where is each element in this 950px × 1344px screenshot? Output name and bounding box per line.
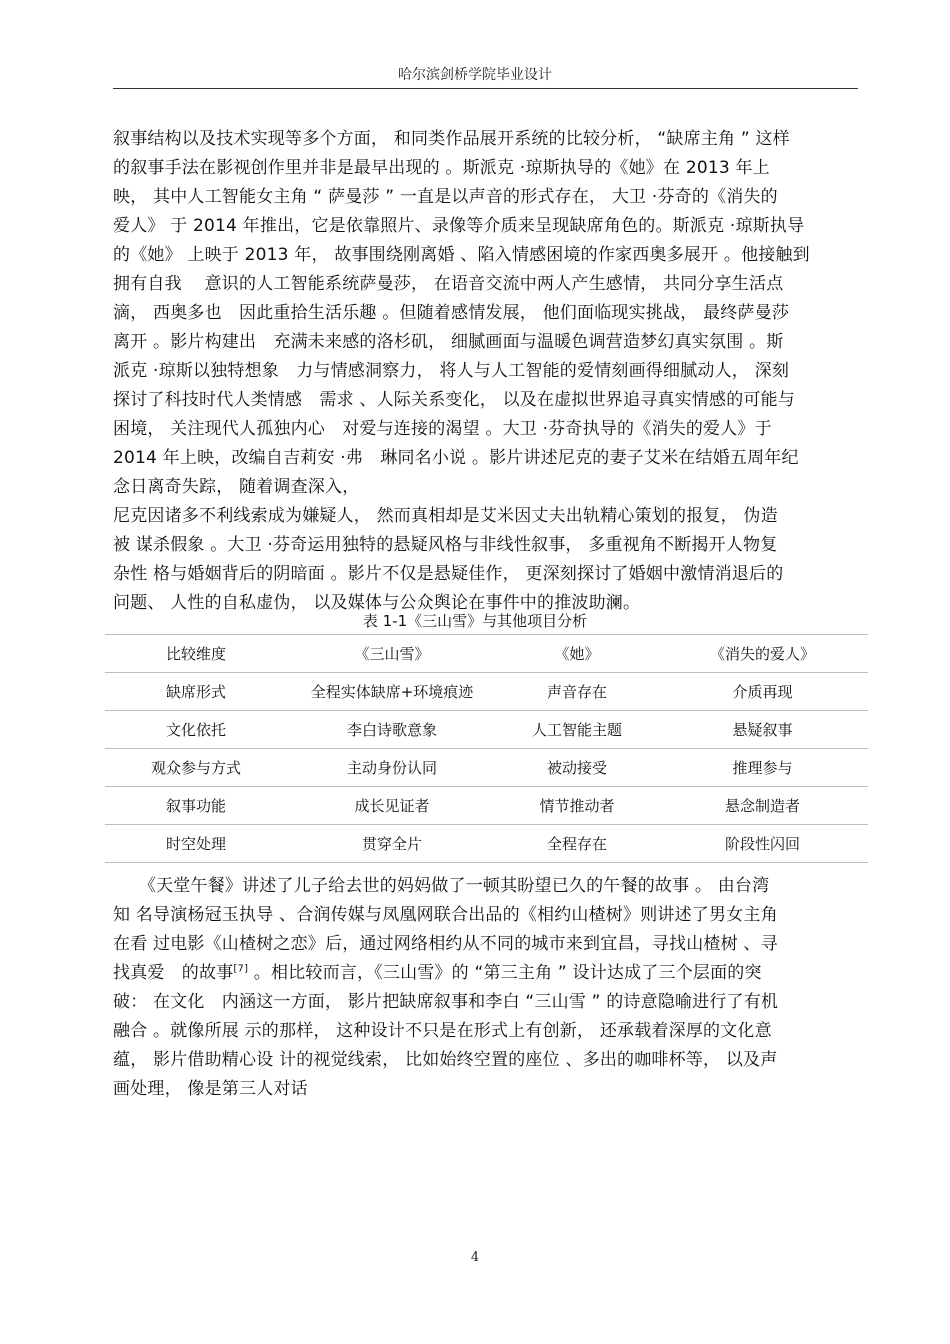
paragraph-line-with-citation: [113, 959, 871, 988]
paragraph-line: 破： 在文化 内涵这一方面， 影片把缺席叙事和李白 “三山雪 ” 的诗意隐喻进行了有机: [113, 992, 779, 1012]
table-cell: 李白诗歌意象: [287, 711, 497, 749]
table-row: [105, 787, 868, 825]
table-row: [105, 749, 868, 787]
paragraph-line: 的《她》 上映于 2013 年， 故事围绕刚离婚 、陷入情感困境的作家西奥多展开 。他接触到: [113, 245, 810, 265]
paragraph-line: 困境， 关注现代人孤独内心 对爱与连接的渴望 。大卫 ·芬奇执导的《消失的爱人》于: [113, 419, 772, 439]
table-cell: 叙事功能: [105, 787, 287, 825]
line-text-before-citation: 找真爱 的故事: [113, 963, 234, 983]
paragraph-line: 尼克因诸多不利线索成为嫌疑人， 然而真相却是艾米因丈夫出轨精心策划的报复， 伪造: [113, 506, 778, 526]
table-cell: 声音存在: [497, 673, 657, 711]
table-cell: 介质再现: [657, 673, 868, 711]
table-row: [105, 825, 868, 863]
table-header-cell: 《三山雪》: [287, 635, 497, 673]
page-header-title: 哈尔滨剑桥学院毕业设计: [398, 67, 552, 83]
paragraph-line: 映， 其中人工智能女主角 “ 萨曼莎 ” 一直是以声音的形式存在， 大卫 ·芬奇的《消失的: [113, 187, 778, 207]
paragraph-line: 叙事结构以及技术实现等多个方面， 和同类作品展开系统的比较分析， “缺席主角 ” 这样: [113, 129, 790, 149]
table-cell: 人工智能主题: [497, 711, 657, 749]
comparison-table: [105, 634, 868, 863]
body-paragraph-1: [113, 125, 871, 618]
paragraph-line: 知 名导演杨冠玉执导 、合润传媒与凤凰网联合出品的《相约山楂树》则讲述了男女主角: [113, 905, 778, 925]
table-cell: 缺席形式: [105, 673, 287, 711]
paragraph-line: 拥有自我 意识的人工智能系统萨曼莎， 在语音交流中两人产生感情， 共同分享生活点: [113, 274, 784, 294]
table-header-cell: 比较维度: [105, 635, 287, 673]
paragraph-line: 问题、 人性的自私虚伪， 以及媒体与公众舆论在事件中的推波助澜。: [113, 593, 641, 613]
paragraph-line: 探讨了科技时代人类情感 需求 、人际关系变化， 以及在虚拟世界追寻真实情感的可能与: [113, 390, 796, 410]
table-caption: 表 1-1《三山雪》与其他项目分析: [362, 612, 588, 630]
body-paragraph-2: [113, 872, 871, 1104]
paragraph-line: 离开 。影片构建出 充满未来感的洛杉矶， 细腻画面与温暖色调营造梦幻真实氛围 。斯: [113, 332, 784, 352]
table-cell: 情节推动者: [497, 787, 657, 825]
citation-reference[interactable]: [7]: [233, 963, 249, 975]
table-cell: 全程实体缺席+环境痕迹: [287, 673, 497, 711]
table-header-row: [105, 635, 868, 673]
table-cell: 观众参与方式: [105, 749, 287, 787]
table-cell: 推理参与: [657, 749, 868, 787]
table-cell: 贯穿全片: [287, 825, 497, 863]
table-cell: 被动接受: [497, 749, 657, 787]
table-cell: 悬疑叙事: [657, 711, 868, 749]
table-row: [105, 673, 868, 711]
paragraph-line: 2014 年上映，改编自吉莉安 ·弗 琳同名小说 。影片讲述尼克的妻子艾米在结婚五周年纪: [113, 448, 799, 468]
paragraph-line: 的叙事手法在影视创作里并非是最早出现的 。斯派克 ·琼斯执导的《她》在 2013 年上: [113, 158, 770, 178]
paragraph-line: 杂性 格与婚姻背后的阴暗面 。影片不仅是悬疑佳作， 更深刻探讨了婚姻中激情消退后的: [113, 564, 784, 584]
table-cell: 全程存在: [497, 825, 657, 863]
paragraph-line: 融合 。就像所展 示的那样， 这种设计不只是在形式上有创新， 还承载着深厚的文化意: [113, 1021, 772, 1041]
table-cell: 悬念制造者: [657, 787, 868, 825]
paragraph-line: 念日离奇失踪， 随着调查深入，: [113, 477, 360, 497]
table-cell: 文化依托: [105, 711, 287, 749]
paragraph-line: 被 谋杀假象 。大卫 ·芬奇运用独特的悬疑风格与非线性叙事， 多重视角不断揭开人物复: [113, 535, 778, 555]
paragraph-line: 蕴， 影片借助精心设 计的视觉线索， 比如始终空置的座位 、多出的咖啡杯等， 以及声: [113, 1050, 778, 1070]
paragraph-line: 派克 ·琼斯以独特想象 力与情感洞察力， 将人与人工智能的爱情刻画得细腻动人， 深刻: [113, 361, 790, 381]
table-row: [105, 711, 868, 749]
paragraph-line: 滴， 西奥多也 因此重拾生活乐趣 。但随着感情发展， 他们面临现实挑战， 最终萨曼莎: [113, 303, 790, 323]
header-divider: [113, 88, 858, 89]
table-header-cell: 《消失的爱人》: [657, 635, 868, 673]
table-header-cell: 《她》: [497, 635, 657, 673]
paragraph-line: 画处理， 像是第三人对话: [113, 1079, 308, 1099]
table-cell: 阶段性闪回: [657, 825, 868, 863]
paragraph-line: 《天堂午餐》讲述了儿子给去世的妈妈做了一顿其盼望已久的午餐的故事 。 由台湾: [113, 876, 770, 896]
table-cell: 时空处理: [105, 825, 287, 863]
table-cell: 主动身份认同: [287, 749, 497, 787]
paragraph-line: 爱人》 于 2014 年推出，它是依靠照片、录像等介质来呈现缺席角色的。斯派克 ·琼斯执导: [113, 216, 805, 236]
line-text-after-citation: 。相比较而言，《三山雪》的 “第三主角 ” 设计达成了三个层面的突: [248, 963, 762, 983]
table-cell: 成长见证者: [287, 787, 497, 825]
paragraph-line: 在看 过电影《山楂树之恋》后，通过网络相约从不同的城市来到宜昌，寻找山楂树 、寻: [113, 934, 778, 954]
page-number: 4: [470, 1250, 480, 1265]
